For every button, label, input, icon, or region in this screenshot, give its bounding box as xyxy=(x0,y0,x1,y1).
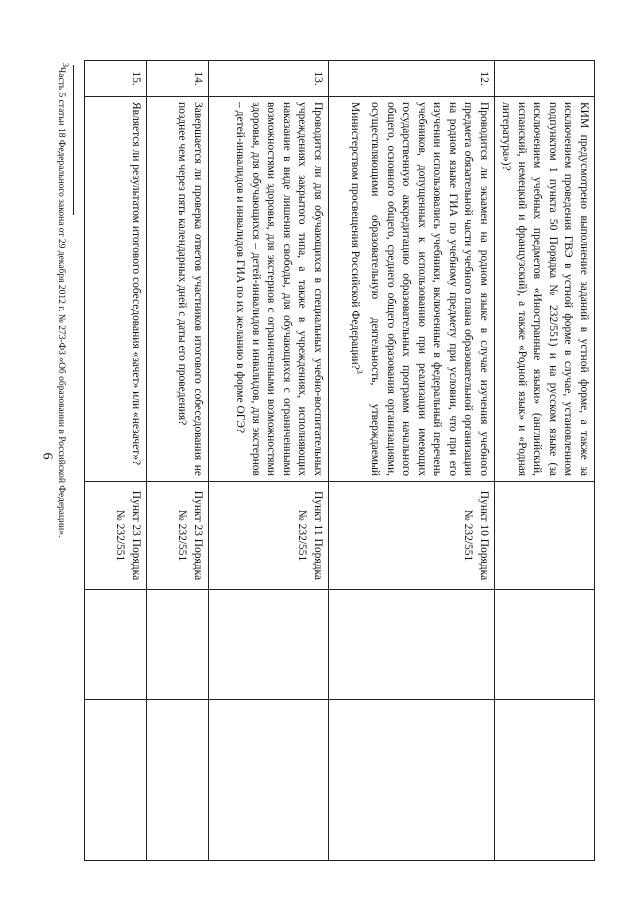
row-number: 13. xyxy=(209,61,329,97)
question-cell: Проводится ли для обучающихся в специальных учебно-воспитательных учреждениях закрытого типа, а также в учреждениях, исполняющих наказание в виде лишения свободы, для обучающихся с ограниченными возможностями здоровья, для экстернов с ограниченными возможностями здоровья, для обучающихся – детей-инвалидов и инвалидов, для экстернов – детей-инвалидов и инвалидов ГИА по их желанию в форме ОГЭ? xyxy=(209,97,329,482)
table-row xyxy=(329,61,495,861)
footnote-separator xyxy=(73,65,74,215)
question-text: Проводится ли экзамен на родном языке в случае изучения учебного предмета обязательной части учебного плана образовательной организации на родном языке ГИА по учебному предмету при условии, что при его изучении использовались учебники, включенные в федеральный перечень учебников, допущенных к использованию при реализации имеющих государственную аккредитацию образовательных программ начального общего, основного общего, среднего общего образования организациями, осуществляющими образовательную деятельность, утверждаемый Министерством просвещения Российской Федерации? xyxy=(349,102,490,476)
table-row xyxy=(85,61,147,861)
table-row xyxy=(209,61,329,861)
question-cell: КИМ предусмотрено выполнение заданий в устной форме, а также за исключением проведения ГВЭ в устной форме в случае, установленном подпунктом 1 пункта 50 Порядка № 232/551) и на русском языке (за исключением учебных предметов «Иностранные языки» (английский, испанский, немецкий и французский), а также «Родной язык» и «Родная литература»)? xyxy=(495,97,595,482)
question-cell: Является ли результатом итогового собеседования «зачет» или «незачет»? xyxy=(85,97,147,482)
checklist-table xyxy=(84,60,595,861)
answer-cell xyxy=(495,590,595,700)
answer-cell xyxy=(329,590,495,700)
note-cell xyxy=(85,700,147,861)
answer-cell xyxy=(85,590,147,700)
reference-cell xyxy=(495,482,595,590)
answer-cell xyxy=(209,590,329,700)
row-number: 12. xyxy=(329,61,495,97)
table-row xyxy=(147,61,209,861)
reference-cell: Пункт 11 Порядка № 232/551 xyxy=(209,482,329,590)
row-number: 14. xyxy=(147,61,209,97)
note-cell xyxy=(209,700,329,861)
answer-cell xyxy=(147,590,209,700)
rotated-page-content xyxy=(55,60,595,860)
question-cell: Завершается ли проверка ответов участников итогового собеседования не позднее чем через пять календарных дней с даты его проведения? xyxy=(147,97,209,482)
note-cell xyxy=(147,700,209,861)
footnote-reference: 3 xyxy=(355,369,364,374)
row-number xyxy=(495,61,595,97)
reference-cell: Пункт 23 Порядка № 232/551 xyxy=(147,482,209,590)
row-number: 15. xyxy=(85,61,147,97)
footnote-text: Часть 5 статьи 18 Федерального закона от 29 декабря 2012 г. № 273-ФЗ «Об образовании в Российской Федерации». xyxy=(55,67,66,538)
footnote-mark: 3 xyxy=(61,63,70,67)
note-cell xyxy=(329,700,495,861)
page-number: 6 xyxy=(39,452,55,460)
table-row xyxy=(495,61,595,861)
question-cell xyxy=(329,97,495,482)
reference-cell: Пункт 10 Порядка № 232/551 xyxy=(329,482,495,590)
footnote xyxy=(56,63,70,853)
reference-cell: Пункт 23 Порядка № 232/551 xyxy=(85,482,147,590)
note-cell xyxy=(495,700,595,861)
